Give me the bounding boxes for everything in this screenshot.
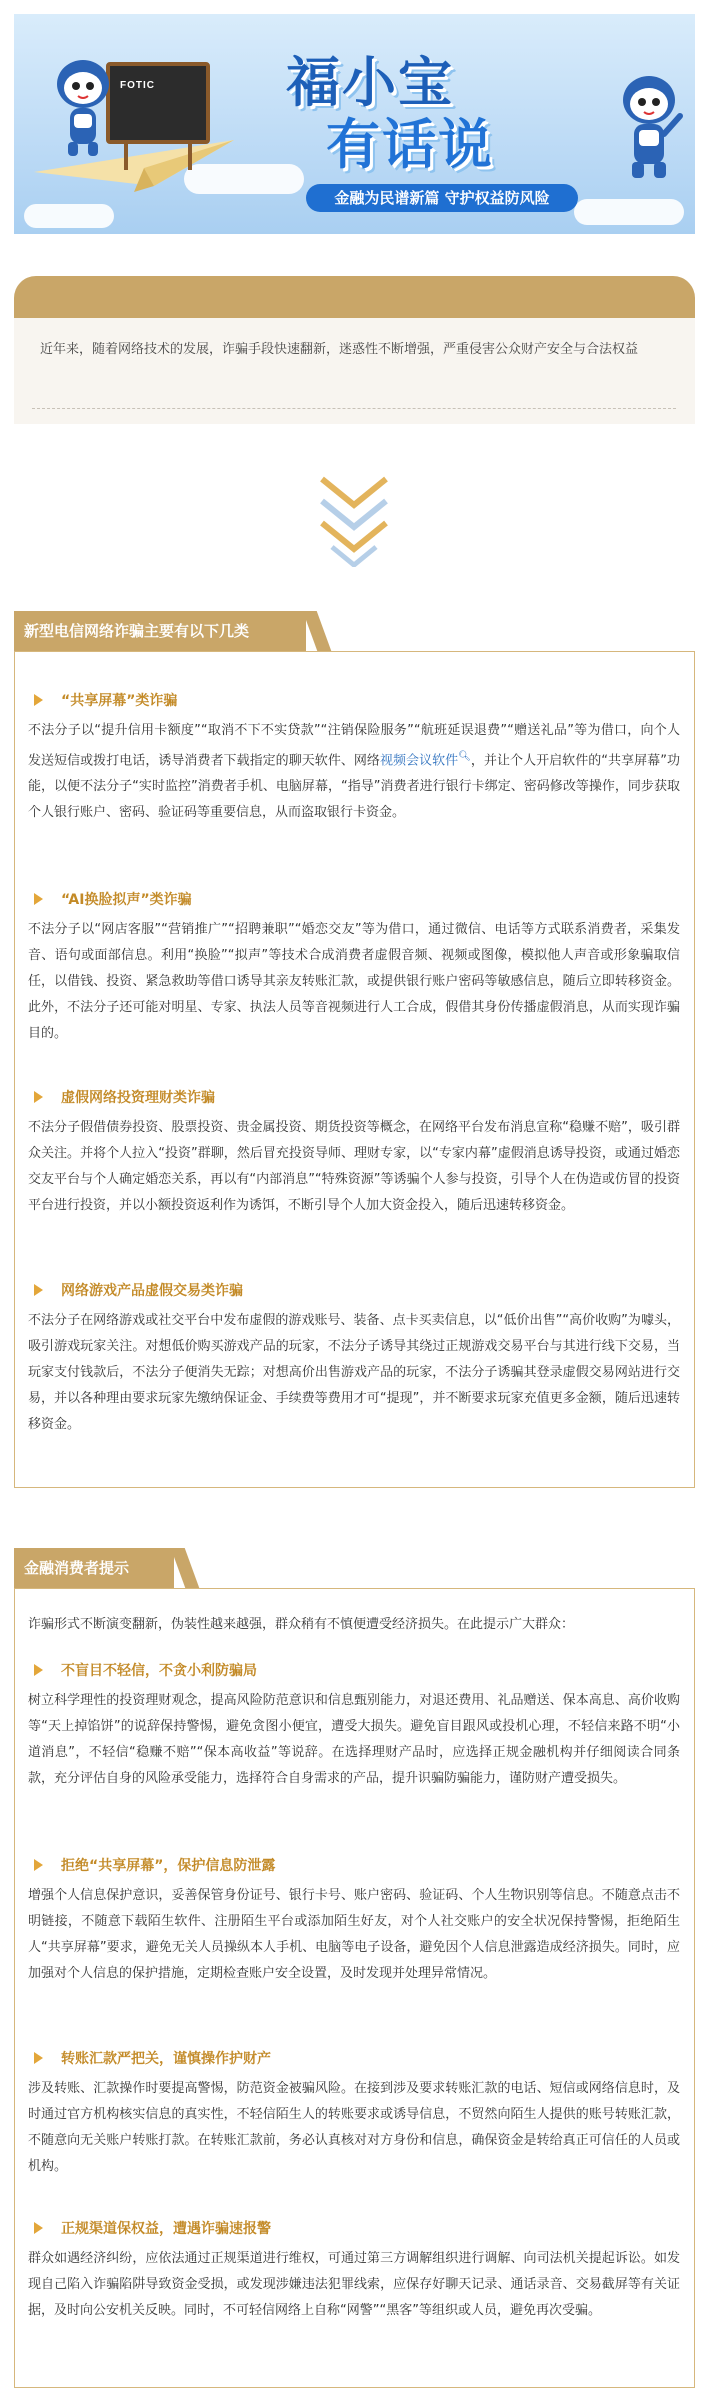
item-title: 拒绝“共享屏幕”，保护信息防泄露	[34, 1855, 275, 1875]
divider	[32, 408, 676, 409]
blackboard	[106, 62, 210, 144]
section-header	[14, 611, 334, 651]
section-intro: 诈骗形式不断演变翻新，伪装性越来越强，群众稍有不慎便遭受经济损失。在此提示广大群众：	[28, 1617, 575, 1632]
item-paragraph: 群众如遇经济纠纷，应依法通过正规渠道进行维权，可通过第三方调解组织进行调解、向司法机关提起诉讼。如发现自己陷入诈骗陷阱导致资金受损，或发现涉嫌违法犯罪线索，应保存好聊天记录、通话录音、交易截屏等有关证据，及时向公安机关反映。同时，不可轻信网络上自称“网警”“黑客”等组织或人员，避免再次受骗。	[28, 2251, 680, 2318]
item-title: 正规渠道保权益，遭遇诈骗速报警	[34, 2218, 271, 2238]
arrow-right-icon	[34, 1664, 43, 1676]
arrow-right-icon	[34, 2222, 43, 2234]
banner-title-line2: 有话说	[326, 113, 494, 176]
chevron-down-icon	[318, 475, 390, 567]
item-title: 虚假网络投资理财类诈骗	[34, 1087, 215, 1107]
banner-slogan: 金融为民谱新篇 守护权益防风险	[306, 184, 578, 212]
mascot-right-icon	[614, 70, 684, 190]
section-header	[14, 1548, 204, 1588]
item-paragraph: 树立科学理性的投资理财观念，提高风险防范意识和信息甄别能力，对退还费用、礼品赠送、保本高息、高价收购等“天上掉馅饼”的说辞保持警惕，避免贪图小便宜，遭受大损失。避免盲目跟风或投机心理，不轻信来路不明“小道消息”，不轻信“稳赚不赔”“保本高收益”等说辞。在选择理财产品时，应选择正规金融机构并仔细阅读合同条款，充分评估自身的风险承受能力，选择符合自身需求的产品，提升识骗防骗能力，谨防财产遭受损失。	[28, 1693, 680, 1786]
item-title: “AI换脸拟声”类诈骗	[34, 889, 192, 909]
arrow-right-icon	[34, 1091, 43, 1103]
item-paragraph: 不法分子假借债券投资、股票投资、贵金属投资、期货投资等概念，在网络平台发布消息宣称“稳赚不赔”，吸引群众关注。并将个人拉入“投资”群聊，然后冒充投资导师、理财专家，以“专家内幕”虚假消息诱导投资，或通过婚恋交友平台与个人确定婚恋关系，再以有“内部消息”“特殊资源”等诱骗个人参与投资，引导个人在伪造或仿冒的投资平台进行投资，并以小额投资返利作为诱饵，不断引导个人加大资金投入，随后迅速转移资金。	[28, 1120, 680, 1213]
section-title: 新型电信网络诈骗主要有以下几类	[24, 622, 250, 640]
arrow-right-icon	[34, 694, 43, 706]
arrow-right-icon	[34, 1859, 43, 1871]
video-meeting-link[interactable]: 视频会议软件	[379, 753, 459, 769]
item-paragraph: 不法分子在网络游戏或社交平台中发布虚假的游戏账号、装备、点卡买卖信息，以“低价出售”“高价收购”为噱头，吸引游戏玩家关注。对想低价购买游戏产品的玩家，不法分子诱导其绕过正规游戏交易平台与其进行线下交易，当玩家支付钱款后，不法分子便消失无踪；对想高价出售游戏产品的玩家，不法分子诱骗其登录虚假交易网站进行交易，并以各种理由要求玩家先缴纳保证金、手续费等费用才可“提现”，并不断要求玩家充值更多金额，随后迅速转移资金。	[28, 1313, 680, 1432]
banner-title-line1: 福小宝	[286, 51, 454, 114]
arrow-right-icon	[34, 1284, 43, 1296]
item-paragraph: 不法分子以“网店客服”“营销推广”“招聘兼职”“婚恋交友”等为借口，通过微信、电话等方式联系消费者，采集发音、语句或面部信息。利用“换脸”“拟声”等技术合成消费者虚假音频、视频或图像，模拟他人声音或形象骗取信任，以借钱、投资、紧急救助等借口诱导其亲友转账汇款，或提供银行账户密码等敏感信息，随后立即转移资金。此外，不法分子还可能对明星、专家、执法人员等音视频进行人工合成，假借其身份传播虚假消息，从而实现诈骗目的。	[28, 922, 680, 1041]
item-title: 转账汇款严把关，谨慎操作护财产	[34, 2048, 271, 2068]
item-paragraph: 不法分子以“提升信用卡额度”“取消不下不实贷款”“注销保险服务”“航班延误退费”“赠送礼品”等为借口，向个人发送短信或拨打电话，诱导消费者下载指定的聊天软件、网络视频会议软件🔍︎，并让个人开启软件的“共享屏幕”功能，以便不法分子“实时监控”消费者手机、电脑屏幕，“指导”消费者进行银行卡绑定、密码修改等操作，同步获取个人银行账户、密码、验证码等重要信息，从而盗取银行卡资金。	[28, 723, 680, 821]
arrow-right-icon	[34, 893, 43, 905]
item-title: “共享屏幕”类诈骗	[34, 690, 177, 710]
search-icon: 🔍︎	[458, 751, 471, 762]
item-title: 不盲目不轻信，不贪小利防骗局	[34, 1660, 257, 1680]
cloud-decoration	[574, 199, 684, 225]
section-title: 金融消费者提示	[24, 1559, 130, 1577]
header-banner	[14, 14, 695, 234]
mascot-left-icon	[48, 54, 118, 164]
item-paragraph: 涉及转账、汇款操作时要提高警惕，防范资金被骗风险。在接到涉及要求转账汇款的电话、短信或网络信息时，及时通过官方机构核实信息的真实性，不轻信陌生人的转账要求或诱导信息，不贸然向陌生人提供的账号转账汇款，不随意向无关账户转账打款。在转账汇款前，务必认真核对对方身份和信息，确保资金是转给真正可信任的人员或机构。	[28, 2081, 680, 2174]
intro-header-tab	[14, 276, 695, 320]
cloud-decoration	[24, 204, 114, 228]
item-paragraph: 增强个人信息保护意识，妥善保管身份证号、银行卡号、账户密码、验证码、个人生物识别等信息。不随意点击不明链接，不随意下载陌生软件、注册陌生平台或添加陌生好友，对个人社交账户的安全状况保持警惕，拒绝陌生人“共享屏幕”要求，避免无关人员操纵本人手机、电脑等电子设备，避免因个人信息泄露造成经济损失。同时，应加强对个人信息的保护措施，定期检查账户安全设置，及时发现并处理异常情况。	[28, 1888, 680, 1981]
arrow-right-icon	[34, 2052, 43, 2064]
board-logo: FOTIC	[120, 80, 155, 91]
item-title: 网络游戏产品虚假交易类诈骗	[34, 1280, 243, 1300]
intro-text: 近年来，随着网络技术的发展，诈骗手段快速翻新，迷惑性不断增强，严重侵害公众财产安全与合法权益	[40, 342, 639, 357]
